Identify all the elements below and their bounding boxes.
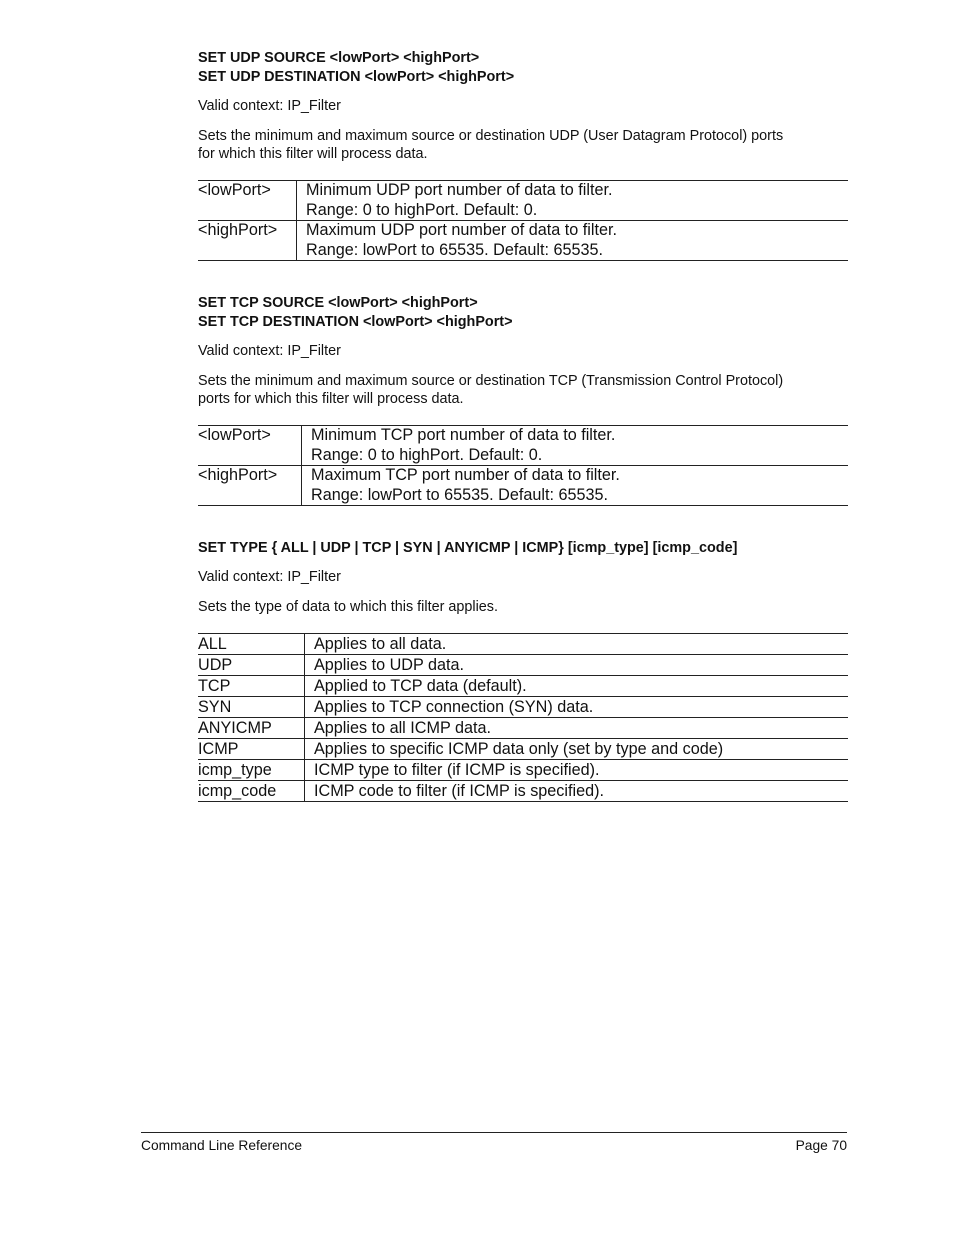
table-row [198,634,848,655]
param-description: Applies to all ICMP data. [305,718,849,739]
page-content [198,49,848,802]
param-description [302,426,849,466]
param-name: ANYICMP [198,719,272,737]
param-description [302,466,849,506]
param-description-line: Minimum TCP port number of data to filter. [311,426,616,444]
table-row [198,181,848,221]
param-description-line: Range: lowPort to 65535. Default: 65535. [306,240,603,259]
command-heading-line: SET TCP SOURCE <lowPort> <highPort> [198,295,478,311]
page-footer [141,1132,847,1154]
udp-section [198,49,848,261]
table-row [198,676,848,697]
table-row [198,718,848,739]
table-row [198,466,848,506]
command-heading [198,49,848,87]
param-name: <highPort> [198,221,278,239]
param-description [297,221,849,261]
param-description: Applies to TCP connection (SYN) data. [305,697,849,718]
tcp-section [198,294,848,506]
param-description: Applied to TCP data (default). [305,676,849,697]
description-line: for which this filter will process data. [198,146,428,162]
table-row [198,739,848,760]
table-row [198,697,848,718]
table-row [198,760,848,781]
param-description: ICMP code to filter (if ICMP is specified). [305,781,849,802]
command-heading-line: SET TCP DESTINATION <lowPort> <highPort> [198,314,513,330]
type-section [198,539,848,802]
table-row [198,221,848,261]
param-name: SYN [198,698,232,716]
param-description-line: Maximum UDP port number of data to filter. [306,221,617,239]
parameter-table [198,425,848,506]
command-heading-line: SET UDP SOURCE <lowPort> <highPort> [198,50,480,66]
param-name: <lowPort> [198,426,271,444]
param-name: icmp_type [198,761,272,779]
command-heading [198,539,848,558]
footer-title: Command Line Reference [141,1138,303,1153]
param-name: <lowPort> [198,181,271,199]
param-name: icmp_code [198,782,277,800]
table-row [198,655,848,676]
param-description: ICMP type to filter (if ICMP is specified). [305,760,849,781]
param-name: ICMP [198,740,239,758]
param-name: ALL [198,635,227,653]
param-description-line: Range: 0 to highPort. Default: 0. [311,445,543,464]
param-description: Applies to specific ICMP data only (set by type and code) [305,739,849,760]
command-description [198,372,848,408]
param-description [297,181,849,221]
param-name: <highPort> [198,466,278,484]
param-description-line: Maximum TCP port number of data to filter. [311,466,620,484]
description-line: Sets the type of data to which this filter applies. [198,599,498,615]
description-line: Sets the minimum and maximum source or destination TCP (Transmission Control Protocol) [198,373,784,389]
parameter-table [198,180,848,261]
page-number: Page 70 [795,1138,847,1153]
description-line: Sets the minimum and maximum source or destination UDP (User Datagram Protocol) ports [198,128,784,144]
valid-context: Valid context: IP_Filter [198,569,341,585]
param-description: Applies to UDP data. [305,655,849,676]
command-heading [198,294,848,332]
command-heading-line: SET UDP DESTINATION <lowPort> <highPort> [198,69,515,85]
parameter-table [198,633,848,802]
param-description-line: Minimum UDP port number of data to filter. [306,181,613,199]
valid-context: Valid context: IP_Filter [198,98,341,114]
command-heading-line: SET TYPE { ALL | UDP | TCP | SYN | ANYICMP | ICMP} [icmp_type] [icmp_code] [198,540,738,556]
param-name: UDP [198,656,233,674]
description-line: ports for which this filter will process data. [198,391,464,407]
param-description-line: Range: 0 to highPort. Default: 0. [306,200,538,219]
valid-context: Valid context: IP_Filter [198,343,341,359]
command-description [198,598,848,616]
param-description: Applies to all data. [305,634,849,655]
param-name: TCP [198,677,231,695]
table-row [198,781,848,802]
command-description [198,127,848,163]
table-row [198,426,848,466]
param-description-line: Range: lowPort to 65535. Default: 65535. [311,485,608,504]
